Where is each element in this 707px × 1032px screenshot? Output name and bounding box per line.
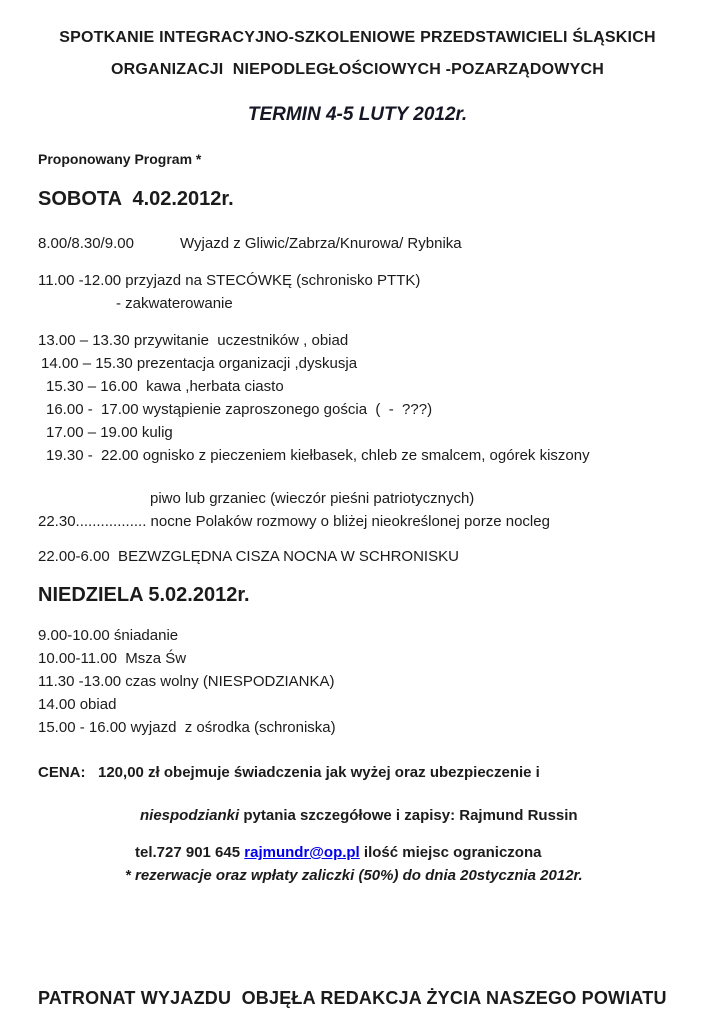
program-label: Proponowany Program * [38,151,202,167]
event-date-heading: TERMIN 4-5 LUTY 2012r. [247,104,468,125]
reservation-note: * rezerwacje oraz wpłaty zaliczki (50%) do dnia 20stycznia 2012r. [125,867,583,884]
contact-line [38,841,677,864]
seats-note: ilość miejsc ograniczona [359,844,542,861]
email-link[interactable]: rajmundr@op.pl [244,844,360,861]
schedule-line-free-time: 11.30 -13.00 czas wolny (NIESPODZIANKA) [38,673,335,690]
schedule-line-coffee: 15.30 – 16.00 kawa ,herbata ciasto [46,378,284,395]
document-title-line1: SPOTKANIE INTEGRACYJNO-SZKOLENIOWE PRZEDSTAWICIELI ŚLĄSKICH [59,29,656,46]
departure-time: 8.00/8.30/9.00 [38,235,134,252]
surprise-line [38,804,677,827]
phone-number: tel.727 901 645 [135,844,245,861]
schedule-line-drinks: piwo lub grzaniec (wieczór pieśni patriotycznych) [150,490,475,507]
schedule-line-night-talks: 22.30................. nocne Polaków rozmowy o bliżej nieokreślonej porze nocleg [38,513,550,530]
departure-text: Wyjazd z Gliwic/Zabrza/Knurowa/ Rybnika [180,235,462,252]
schedule-line-sleigh-ride: 17.00 – 19.00 kulig [46,424,173,441]
schedule-line-welcome: 13.00 – 13.30 przywitanie uczestników , obiad [38,332,349,349]
schedule-line-checkin: - zakwaterowanie [116,295,233,312]
schedule-line-breakfast: 9.00-10.00 śniadanie [38,627,179,644]
document-title-line2: ORGANIZACJI NIEPODLEGŁOŚCIOWYCH -POZARZĄDOWYCH [111,61,604,78]
schedule-line-bonfire: 19.30 - 22.00 ognisko z pieczeniem kiełbasek, chleb ze smalcem, ogórek kiszony [46,447,590,464]
schedule-line-mass: 10.00-11.00 Msza Św [38,650,187,667]
schedule-line-guest-speech: 16.00 - 17.00 wystąpienie zaproszonego gościa ( - ???) [46,401,433,418]
surprise-word: niespodzianki [140,807,240,824]
schedule-line-departure [38,232,677,255]
schedule-line-departure-home: 15.00 - 16.00 wyjazd z ośrodka (schroniska) [38,719,336,736]
sunday-heading: NIEDZIELA 5.02.2012r. [38,584,250,606]
schedule-line-quiet-hours: 22.00-6.00 BEZWZGLĘDNA CISZA NOCNA W SCHRONISKU [38,548,459,565]
schedule-line-lunch: 14.00 obiad [38,696,117,713]
price-line: CENA: 120,00 zł obejmuje świadczenia jak wyżej oraz ubezpieczenie i [38,764,540,781]
schedule-line-presentation: 14.00 – 15.30 prezentacja organizacji ,dyskusja [41,355,358,372]
patronage-line: PATRONAT WYJAZDU OBJĘŁA REDAKCJA ŻYCIA NASZEGO POWIATU [38,988,667,1008]
surprise-rest: pytania szczegółowe i zapisy: Rajmund Russin [239,807,578,824]
saturday-heading: SOBOTA 4.02.2012r. [38,188,234,210]
schedule-line-arrival: 11.00 -12.00 przyjazd na STECÓWKĘ (schronisko PTTK) [38,272,421,289]
